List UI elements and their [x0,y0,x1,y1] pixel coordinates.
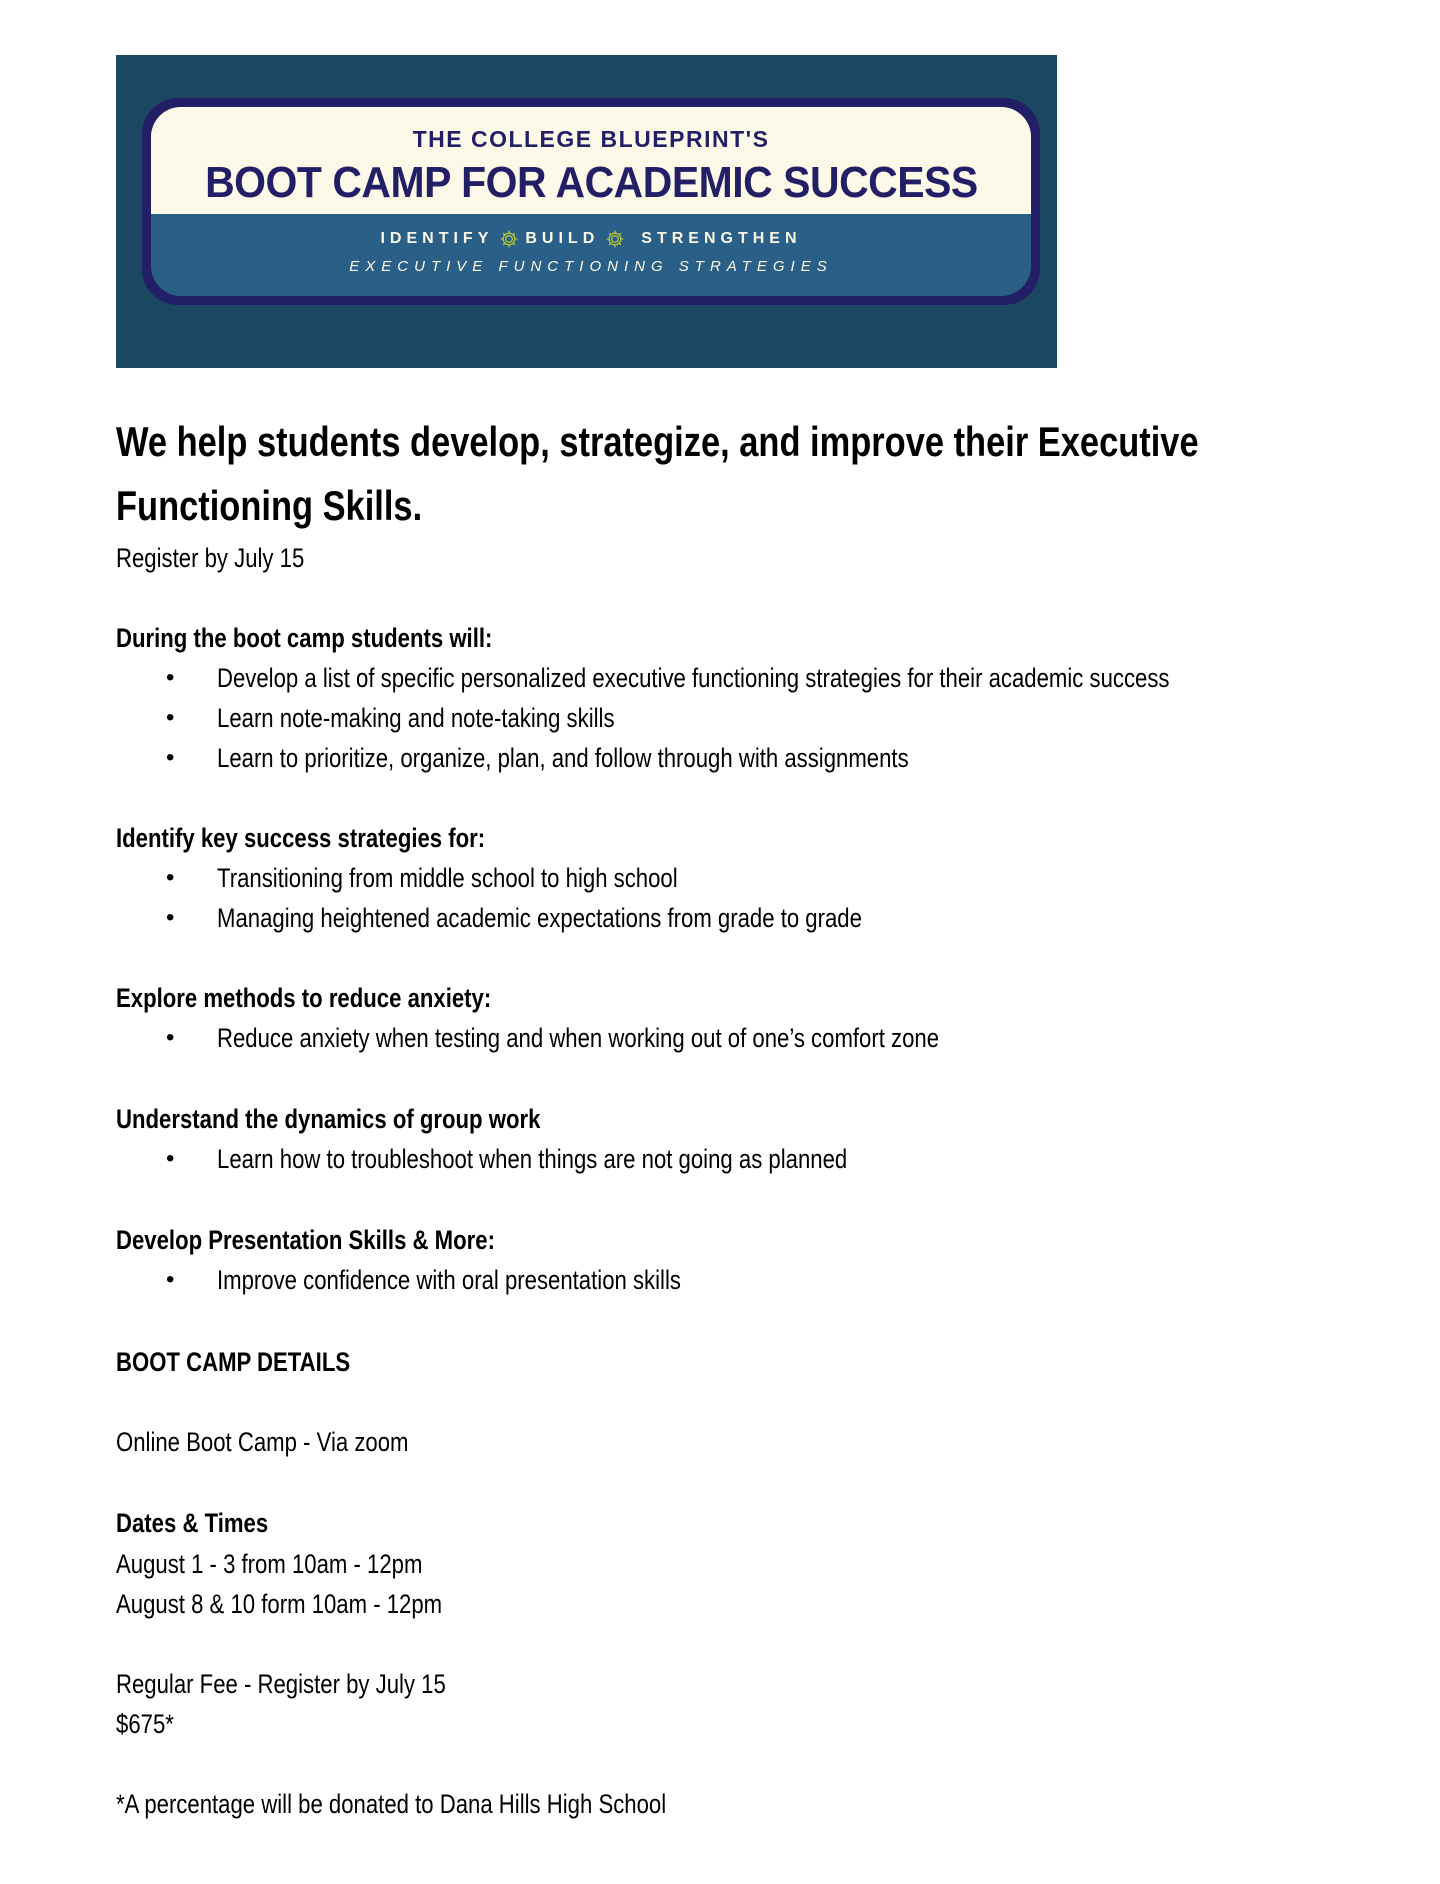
banner-inner [151,107,1031,296]
list-item-text: Managing heightened academic expectations from grade to grade [217,903,862,933]
section-heading: Explore methods to reduce anxiety: [116,983,492,1013]
bullet-icon: • [166,1145,175,1172]
list-item-text: Transitioning from middle school to high school [217,863,678,893]
dates-heading: Dates & Times [116,1508,269,1538]
list-item-text: Learn note-making and note-taking skills [217,703,615,733]
headline-line-2: Functioning Skills. [116,482,423,529]
banner-steps [151,229,1031,249]
gear-icon [499,229,519,249]
date-line: August 8 & 10 form 10am - 12pm [116,1589,443,1619]
banner-subtitle: EXECUTIVE FUNCTIONING STRATEGIES [349,258,833,275]
bullet-icon: • [166,1266,175,1293]
banner-frame [142,98,1040,305]
bullet-icon: • [166,744,175,771]
gear-icon [605,229,625,249]
bullet-icon: • [166,1024,175,1051]
list-item-text: Learn to prioritize, organize, plan, and follow through with assignments [217,743,909,773]
banner-title-panel [151,107,1031,214]
step-strengthen: STRENGTHEN [641,230,802,247]
bullet-icon: • [166,904,175,931]
header-banner [116,55,1057,368]
list-item-text: Reduce anxiety when testing and when working out of one’s comfort zone [217,1023,940,1053]
register-note: Register by July 15 [116,543,305,573]
headline-line-1: We help students develop, strategize, and improve their Executive [116,418,1199,465]
section-heading: Understand the dynamics of group work [116,1104,541,1134]
section-heading: Develop Presentation Skills & More: [116,1225,495,1255]
bullet-icon: • [166,704,175,731]
bullet-icon: • [166,664,175,691]
list-item-text: Learn how to troubleshoot when things are not going as planned [217,1144,848,1174]
step-build: BUILD [525,230,600,247]
section-heading: Identify key success strategies for: [116,823,486,853]
step-identify: IDENTIFY [380,230,494,247]
donation-footnote: *A percentage will be donated to Dana Hills High School [116,1789,667,1819]
banner-kicker: THE COLLEGE BLUEPRINT'S [412,126,770,152]
details-heading: BOOT CAMP DETAILS [116,1347,351,1377]
fee-label: Regular Fee - Register by July 15 [116,1669,446,1699]
details-format: Online Boot Camp - Via zoom [116,1427,409,1457]
fee-amount: $675* [116,1709,174,1739]
date-line: August 1 - 3 from 10am - 12pm [116,1549,423,1579]
section-heading: During the boot camp students will: [116,623,493,653]
list-item-text: Develop a list of specific personalized executive functioning strategies for their academic success [217,663,1170,693]
bullet-icon: • [166,864,175,891]
list-item-text: Improve confidence with oral presentation skills [217,1265,681,1295]
banner-title-text: BOOT CAMP FOR ACADEMIC SUCCESS [204,158,978,207]
banner-title [151,158,1031,208]
